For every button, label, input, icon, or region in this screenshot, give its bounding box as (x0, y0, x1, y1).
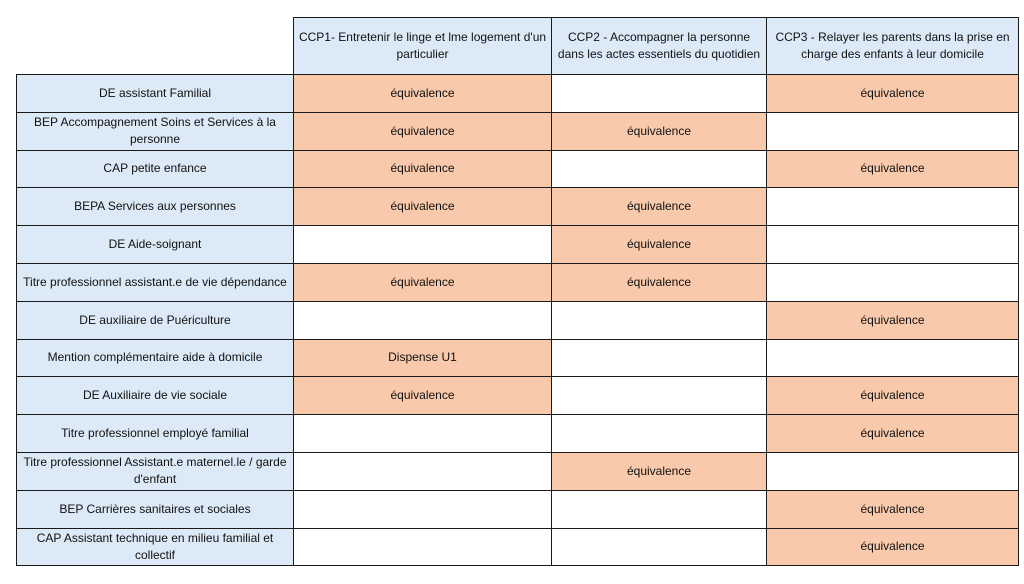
row-label: Mention complémentaire aide à domicile (17, 339, 294, 377)
cell-ccp1 (294, 490, 552, 528)
header-row (17, 18, 1019, 75)
table-row (17, 263, 1019, 301)
cell-ccp1: équivalence (294, 188, 552, 226)
column-header-ccp3: CCP3 - Relayer les parents dans la prise en charge des enfants à leur domicile (767, 18, 1019, 75)
equivalence-table (16, 17, 1019, 566)
cell-ccp1: équivalence (294, 150, 552, 188)
row-label: Titre professionnel Assistant.e maternel.le / garde d'enfant (17, 452, 294, 490)
table-row (17, 150, 1019, 188)
table-row (17, 452, 1019, 490)
table-row (17, 301, 1019, 339)
cell-ccp2 (552, 415, 767, 453)
corner-cell (17, 18, 294, 75)
cell-ccp2 (552, 150, 767, 188)
cell-ccp3 (767, 339, 1019, 377)
cell-ccp1: Dispense U1 (294, 339, 552, 377)
table-row (17, 112, 1019, 150)
cell-ccp2 (552, 377, 767, 415)
cell-ccp2: équivalence (552, 188, 767, 226)
cell-ccp3: équivalence (767, 528, 1019, 566)
row-label: Titre professionnel employé familial (17, 415, 294, 453)
cell-ccp1: équivalence (294, 112, 552, 150)
cell-ccp1 (294, 452, 552, 490)
cell-ccp3 (767, 112, 1019, 150)
table-row (17, 188, 1019, 226)
cell-ccp3 (767, 226, 1019, 264)
row-label: BEP Accompagnement Soins et Services à la personne (17, 112, 294, 150)
row-label: DE Auxiliaire de vie sociale (17, 377, 294, 415)
cell-ccp3 (767, 263, 1019, 301)
cell-ccp2 (552, 490, 767, 528)
row-label: BEP Carrières sanitaires et sociales (17, 490, 294, 528)
cell-ccp3 (767, 188, 1019, 226)
cell-ccp3: équivalence (767, 490, 1019, 528)
cell-ccp2: équivalence (552, 263, 767, 301)
cell-ccp1 (294, 415, 552, 453)
cell-ccp1 (294, 528, 552, 566)
table-row (17, 75, 1019, 113)
cell-ccp2 (552, 301, 767, 339)
cell-ccp2 (552, 75, 767, 113)
cell-ccp2: équivalence (552, 226, 767, 264)
cell-ccp1 (294, 226, 552, 264)
cell-ccp3: équivalence (767, 150, 1019, 188)
row-label: DE auxiliaire de Puériculture (17, 301, 294, 339)
row-label: CAP Assistant technique en milieu familial et collectif (17, 528, 294, 566)
table-row (17, 415, 1019, 453)
cell-ccp3 (767, 452, 1019, 490)
cell-ccp2 (552, 528, 767, 566)
column-header-ccp1: CCP1- Entretenir le linge et lme logement d'un particulier (294, 18, 552, 75)
row-label: DE assistant Familial (17, 75, 294, 113)
cell-ccp3: équivalence (767, 301, 1019, 339)
row-label: BEPA Services aux personnes (17, 188, 294, 226)
table-row (17, 528, 1019, 566)
table-row (17, 226, 1019, 264)
table-row (17, 339, 1019, 377)
cell-ccp3: équivalence (767, 415, 1019, 453)
cell-ccp2: équivalence (552, 112, 767, 150)
cell-ccp1: équivalence (294, 263, 552, 301)
cell-ccp1: équivalence (294, 377, 552, 415)
cell-ccp1 (294, 301, 552, 339)
row-label: CAP petite enfance (17, 150, 294, 188)
cell-ccp3: équivalence (767, 75, 1019, 113)
cell-ccp1: équivalence (294, 75, 552, 113)
column-header-ccp2: CCP2 - Accompagner la personne dans les actes essentiels du quotidien (552, 18, 767, 75)
cell-ccp2: équivalence (552, 452, 767, 490)
table-row (17, 490, 1019, 528)
row-label: DE Aide-soignant (17, 226, 294, 264)
table-row (17, 377, 1019, 415)
cell-ccp3: équivalence (767, 377, 1019, 415)
row-label: Titre professionnel assistant.e de vie dépendance (17, 263, 294, 301)
cell-ccp2 (552, 339, 767, 377)
table-body (17, 75, 1019, 566)
